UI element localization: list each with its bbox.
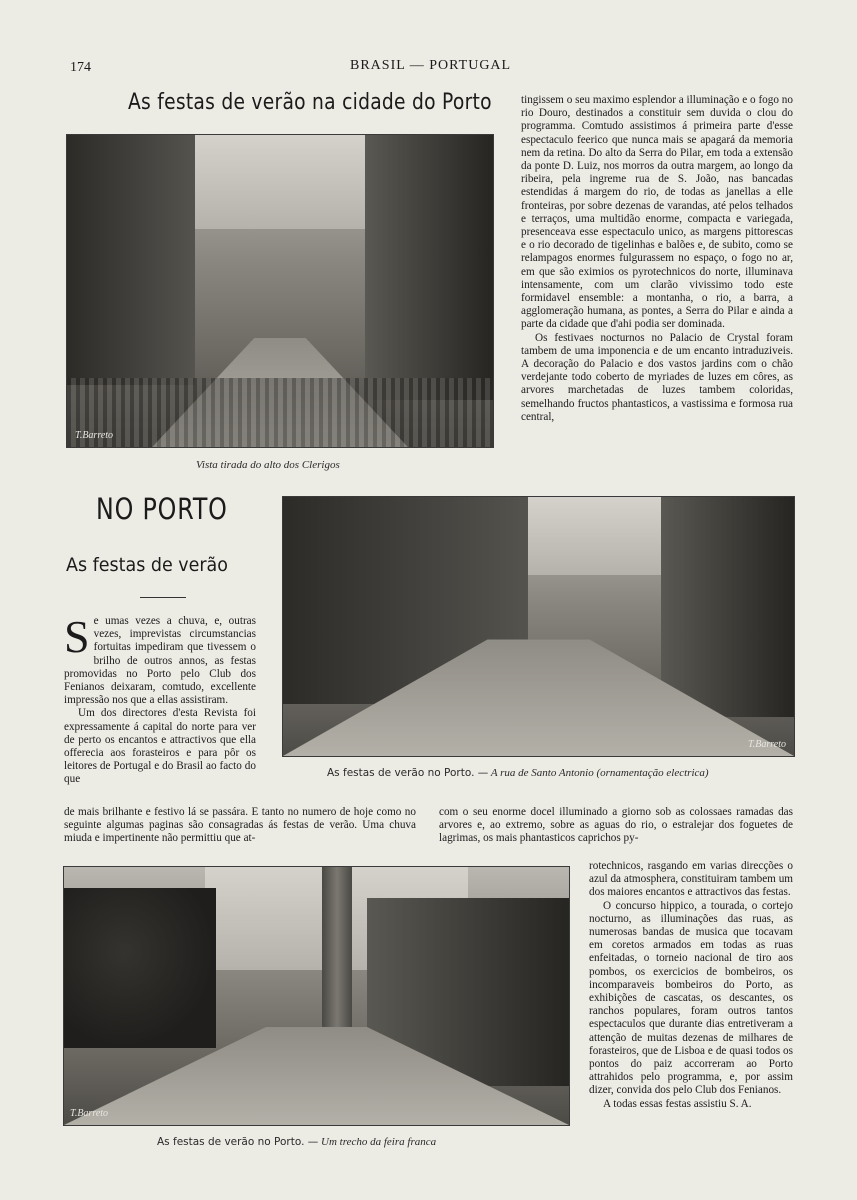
section-heading: NO PORTO xyxy=(96,492,228,526)
photo2-caption xyxy=(327,767,709,779)
caption-lead: As festas de verão no Porto. — xyxy=(327,767,489,779)
section-subheading: As festas de verão xyxy=(66,554,228,576)
caption-text: Um trecho da feira franca xyxy=(321,1136,437,1148)
text-column-intro xyxy=(64,611,256,787)
paragraph: rotechnicos, rasgando em varias direcções o azul da atmosphera, constituiram tambem um dos maiores encantos e attractivos das festas. xyxy=(589,860,793,899)
caption-text: A rua de Santo Antonio (ornamentação electrica) xyxy=(490,767,709,779)
drop-cap: S xyxy=(64,611,90,662)
page-number: 174 xyxy=(70,60,91,75)
photo1-caption: Vista tirada do alto dos Clerigos xyxy=(196,459,340,471)
text-wide-right: com o seu enorme docel illuminado a giorno sob as colossaes ramadas das arvores e, ao extremo, sobre as aguas do rio, o estralejar dos foguetes de lagrimas, os mais phantasticos caprichos py- xyxy=(439,806,793,845)
paragraph: A todas essas festas assistiu S. A. xyxy=(603,1097,752,1110)
photographer-mark: T.Barreto xyxy=(70,1108,109,1119)
article-title: As festas de verão na cidade do Porto xyxy=(128,90,492,115)
paragraph xyxy=(64,611,256,707)
paragraph-text: e umas vezes a chuva, e, outras vezes, imprevistas circumstancias fortuitas impediram que tivessem o brilho de outros annos, as festas promovidas no Porto pelo Club dos Fenianos deixaram, comtudo, excellente impressão nos que a ellas assistiram. xyxy=(64,615,256,707)
running-title: BRASIL — PORTUGAL xyxy=(350,58,512,73)
paragraph: Os festivaes nocturnos no Palacio de Crystal foram tambem de uma imponencia e de um encanto intraduziveis. A decoração do Palacio e dos vastos jardins com o chão verdejante todo coberto de myriades de luzes em côres, as arvores marchetadas de luzes tambem coloridas, semelhando fructos phantasticos, a vastissima e formosa rua central, xyxy=(521,331,793,423)
photo-street-from-clerigos xyxy=(66,134,494,448)
photo-rua-santo-antonio xyxy=(282,496,795,757)
divider xyxy=(140,597,186,598)
text-wide-left: de mais brilhante e festivo lá se passára. E tanto no numero de hoje como no seguinte algumas paginas são consagradas ás festas de verão. Uma chuva miuda e impertinente não permittiu que at- xyxy=(64,806,416,845)
caption-lead: As festas de verão no Porto. — xyxy=(157,1136,319,1148)
photographer-mark: T.Barreto xyxy=(75,430,114,441)
text-column-right-top xyxy=(521,94,793,424)
photo3-caption xyxy=(157,1136,436,1148)
paragraph: tingissem o seu maximo esplendor a illuminação e o fogo no rio Douro, destinados a constituir sem duvida o clou do programma. Comtudo assistimos á primeira parte d'esse espectaculo feerico que nunca mais se apagará da memoria nem da retina. Do alto da Serra do Pilar, em toda a extensão da ponte D. Luiz, nos morros da outra margem, ao longo da ribeira, pela ingreme rua de S. João, nas bancadas estendidas á margem do rio, de todas as janellas a elle fronteiras, por sobre dezenas de varandas, até pelos telhados e terraços, uma multidão enorme, compacta e variegada, presenceava esse espectaculo unico, as margens pittorescas e o rio decorado de tigelinhas e balões e, de subito, como se relampagos enormes fulgurassem no espaço, o fogo no ar, em que são eximios os pyrotechnicos do norte, illuminava intensamente, com um clarão vivissimo todo este formidavel ensemble: a montanha, o rio, a barra, a agglomeração humana, as pontes, a Serra do Pilar e ainda a parte da cidade que d'ahi podia ser dominada. xyxy=(521,94,793,331)
photographer-mark: T.Barreto xyxy=(747,739,786,750)
paragraph: O concurso hippico, a tourada, o cortejo nocturno, as illuminações das ruas, as numerosas bandas de musica que tocavam em coretos armados em todas as ruas enfeitadas, o torneio nacional de tiro aos pombos, os exercicios de bombeiros, os incomparaveis bombeiros do Porto, as exhibições de cascatas, os descantes, os ranchos populares, foram outros tantos espectaculos que durante dias entretiveram a attenção de muitas dezenas de milhares de forasteiros, que de Lisboa e de quasi todos os pontos do paiz accorreram ao Porto attrahidos pelo programma, e, por assim dizer, convida dos pelo Club dos Fenianos. xyxy=(589,899,793,1097)
text-column-right-bottom xyxy=(589,860,793,1111)
paragraph: Um dos directores d'esta Revista foi expressamente á capital do norte para ver de perto os encantos e attractivos que ella offerecia aos forasteiros e para pôr os leitores de Portugal e do Brasil ao facto do que xyxy=(64,707,256,786)
photo-feira-franca xyxy=(63,866,570,1126)
